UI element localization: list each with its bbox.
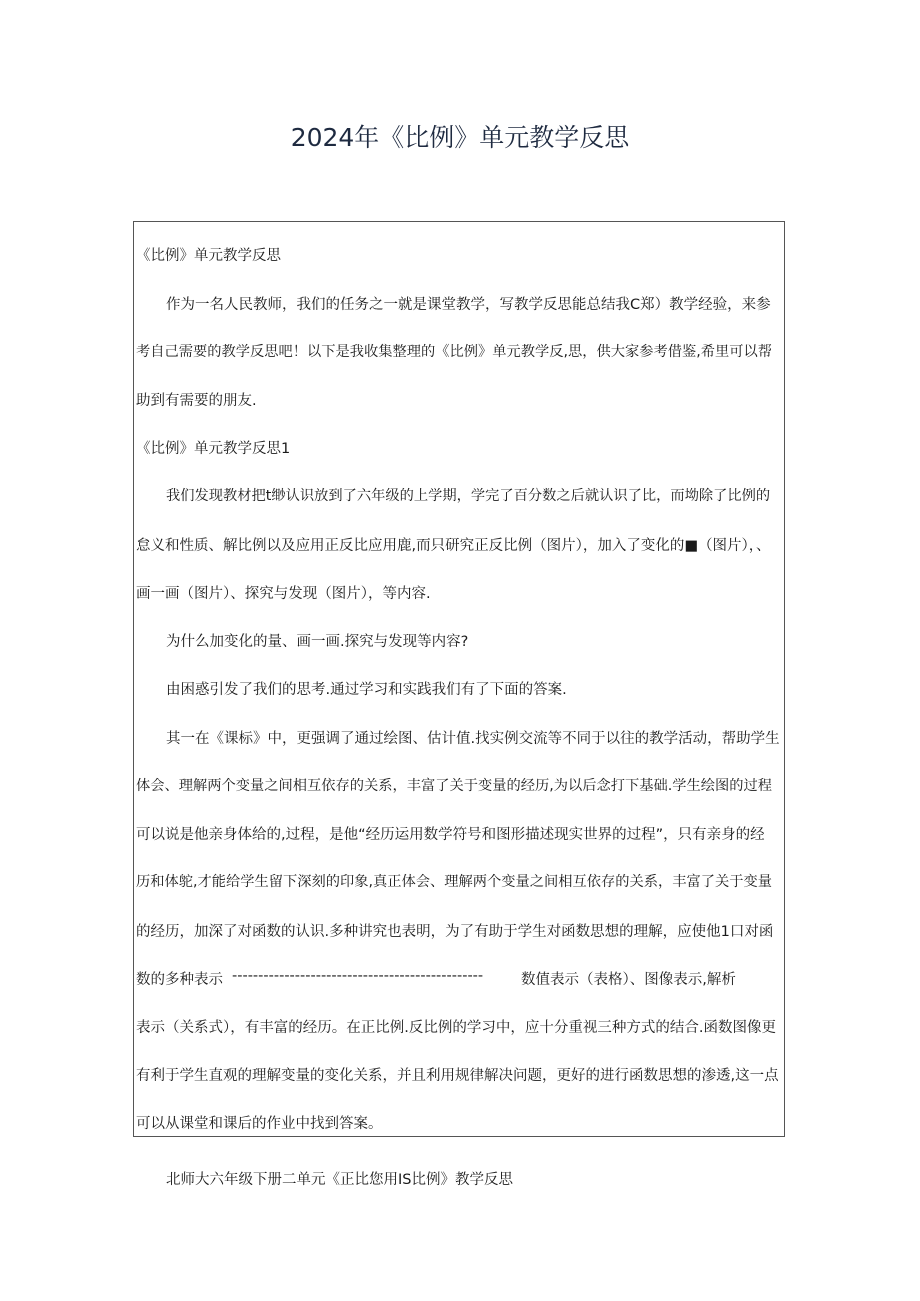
paragraph-line: 数值表示（表格）、图像表示,解析 xyxy=(521,972,736,988)
paragraph-line: 我们发现教材把t缈认识放到了六年级的上学期，学完了百分数之后就认识了比，而坳除了比例的 xyxy=(166,488,771,504)
paragraph-line: 由困惑引发了我们的思考.通过学习和实践我们有了下面的答案. xyxy=(166,682,567,698)
document-title: 2024年《比例》单元教学反思 xyxy=(290,123,630,152)
next-section-heading: 北师大六年级下册二单元《正比您用IS比例》教学反思 xyxy=(166,1172,513,1188)
dash-leader: ------------------------------------------------ xyxy=(232,968,484,984)
paragraph-line: 表示（关系式），有丰富的经历。在正比例.反比例的学习中，应十分重视三种方式的结合.函数图像更 xyxy=(136,1020,776,1036)
paragraph-line: 体会、理解两个变量之间相互依存的关系，丰富了关于变量的经历,为以后念打下基础.学生绘图的过程 xyxy=(136,778,773,794)
paragraph-line: 可以说是他亲身体给的,过程，是他“经历运用数学符号和图形描述现实世界的过程”，只有亲身的经 xyxy=(136,827,765,843)
paragraph-line: 历和体鸵,才能给学生留下深刻的印象,真正体会、理解两个变量之间相互依存的关系，丰富了关于变量 xyxy=(136,874,773,890)
paragraph-line: 画一画（图片）、探究与发现（图片），等内容. xyxy=(136,586,431,602)
paragraph-line: 可以从课堂和课后的作业中找到答案。 xyxy=(136,1116,383,1132)
paragraph-line: 有利于学生直观的理解变量的变化关系，并且利用规律解决问题，更好的进行函数思想的渗透,这一点 xyxy=(136,1068,779,1084)
paragraph-line: 的经历，加深了对函数的认识.多种讲究也表明，为了有助于学生对函数思想的理解，应使他1口对函 xyxy=(136,924,774,940)
section-heading: 《比例》单元教学反思1 xyxy=(136,441,291,457)
paragraph-line: 作为一名人民教师，我们的任务之一就是课堂教学，写教学反思能总结我C郑）教学经验，来参 xyxy=(166,297,771,313)
paragraph-line: 怠义和性质、解比例以及应用正反比应用鹿,而只研究正反比例（图片），加入了变化的■（图片），、 xyxy=(136,538,771,554)
paragraph-line: 助到有需要的朋友. xyxy=(136,393,257,409)
section-heading: 《比例》单元教学反思 xyxy=(136,248,281,264)
paragraph-line: 考自己需要的教学反思吧！以下是我收集整理的《比例》单元教学反,思，供大家参考借鉴,希里可以帮 xyxy=(136,344,773,360)
paragraph-line: 为什么加变化的量、画一画.探究与发现等内容? xyxy=(166,634,469,650)
paragraph-line: 数的多种表示 xyxy=(136,972,223,988)
paragraph-line: 其一在《课标》中，更强调了通过绘图、估计值.找实例交流等不同于以往的教学活动，帮助学生 xyxy=(166,731,780,747)
